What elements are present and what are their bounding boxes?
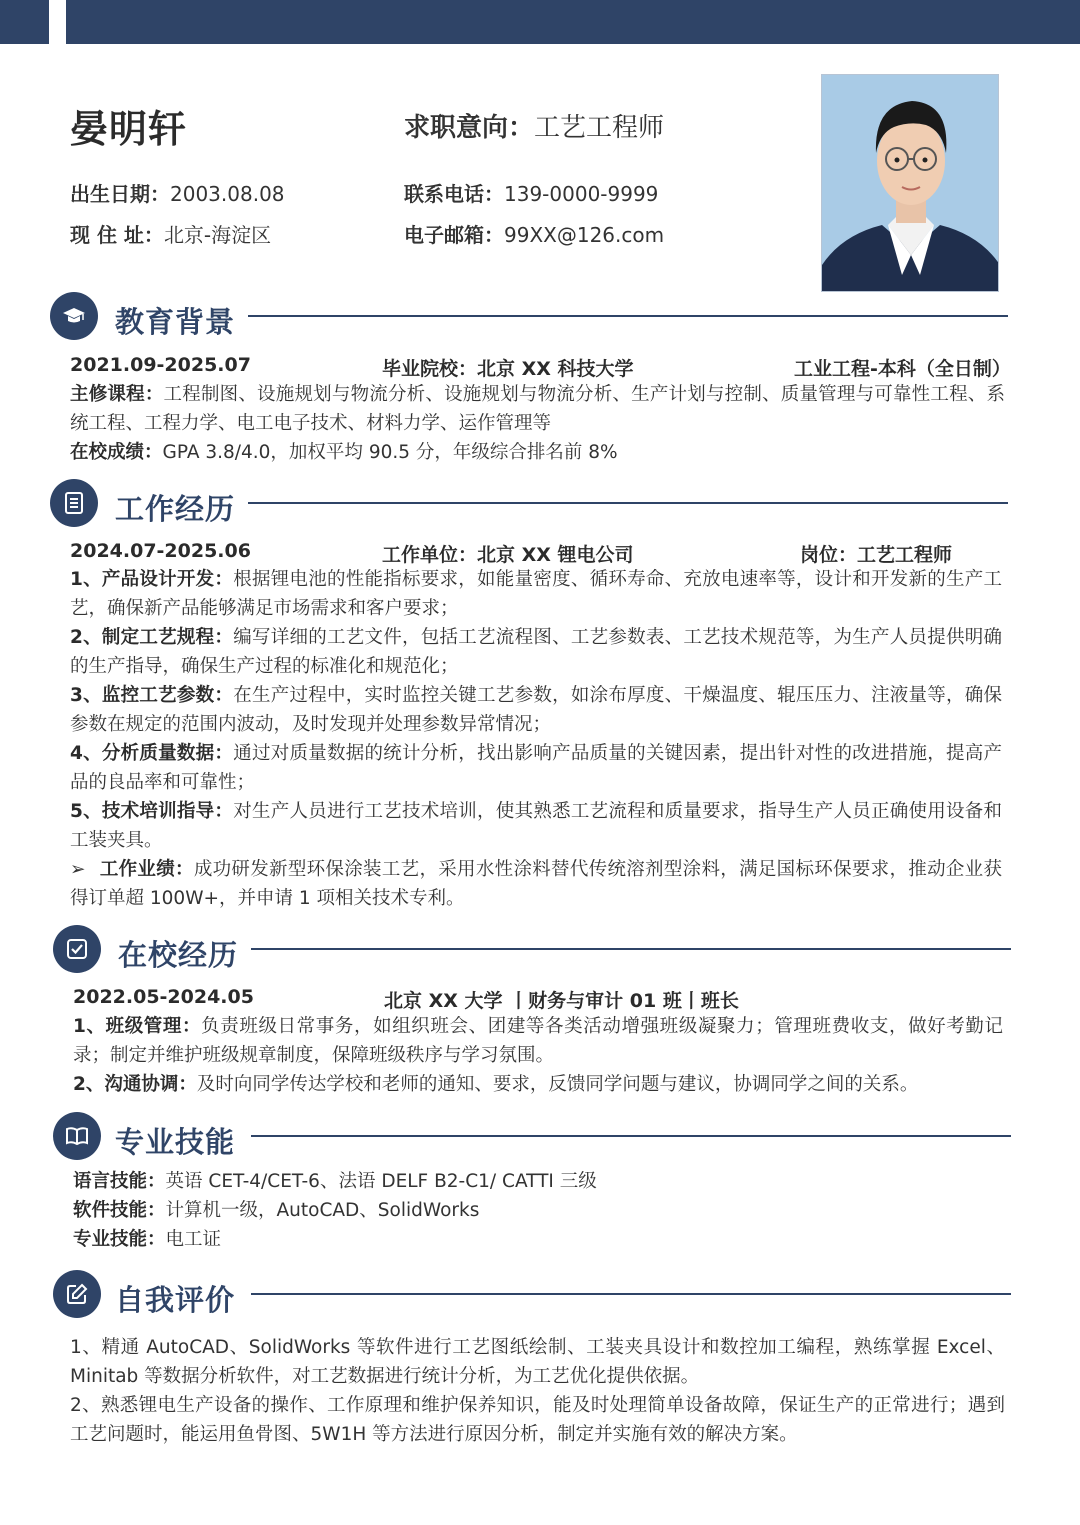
job-intent-value: 工艺工程师 <box>534 113 665 143</box>
job-intent-label: 求职意向： <box>404 113 535 143</box>
achievement-label: 工作业绩： <box>99 859 194 880</box>
top-bar-right <box>66 0 1080 44</box>
work-company: 工作单位：北京 XX 锂电公司 <box>382 544 634 566</box>
education-title: 教育背景 <box>115 305 236 339</box>
pencil-square-icon <box>65 1282 89 1306</box>
skill-label: 软件技能： <box>73 1200 166 1221</box>
skill-text: 英语 CET-4/CET-6、法语 DELF B2-C1/ CATTI 三级 <box>165 1171 597 1192</box>
campus-item-label: 2、沟通协调： <box>73 1074 197 1095</box>
top-bar-left <box>0 0 49 44</box>
birth-date-value: 2003.08.08 <box>170 182 285 206</box>
skills-section-icon <box>53 1112 101 1160</box>
work-position: 岗位：工艺工程师 <box>800 544 953 566</box>
email <box>404 219 664 248</box>
work-item-text: 对生产人员进行工艺技术培训，使其熟悉工艺流程和质量要求，指导生产人员正确使用设备和工装夹具。 <box>70 801 1003 851</box>
work-item <box>70 565 1002 623</box>
work-item-text: 根据锂电池的性能指标要求，如能量密度、循环寿命、充放电速率等，设计和开发新的生产工艺，确保新产品能够满足市场需求和客户要求； <box>70 569 1003 619</box>
work-period: 2024.07-2025.06 <box>70 540 251 562</box>
work-item-text: 编写详细的工艺文件，包括工艺流程图、工艺参数表、工艺技术规范等，为生产人员提供明确的生产指导，确保生产过程的标准化和规范化； <box>70 627 1003 677</box>
skills-divider <box>251 1135 1011 1137</box>
campus-title: 在校经历 <box>118 938 239 972</box>
profile-photo <box>821 74 999 292</box>
education-school: 毕业院校：北京 XX 科技大学 <box>382 358 634 380</box>
address <box>70 219 271 248</box>
job-intent <box>404 107 664 144</box>
campus-item-text: 及时向同学传达学校和老师的通知、要求，反馈同学问题与建议，协调同学之间的关系。 <box>196 1074 919 1095</box>
phone-label: 联系电话： <box>404 182 504 206</box>
campus-item-text: 负责班级日常事务，如组织班会、团建等各类活动增强班级凝聚力；管理班费收支，做好考勤记录；制定并维护班级规章制度，保障班级秩序与学习氛围。 <box>73 1016 1003 1066</box>
email-value: 99XX@126.com <box>504 223 665 247</box>
work-item-label: 3、监控工艺参数： <box>70 685 234 706</box>
self-eval-item: 1、精通 AutoCAD、SolidWorks 等软件进行工艺图纸绘制、工装夹具设计和数控加工编程，熟练掌握 Excel、Minitab 等数据分析软件，对工艺数据进行统计分析，为工艺优化提供依据。 <box>70 1337 1005 1387</box>
edit-check-icon <box>65 937 89 961</box>
skill-item <box>73 1167 597 1196</box>
campus-item-label: 1、班级管理： <box>73 1016 202 1037</box>
campus-item <box>73 1012 1003 1070</box>
skill-label: 语言技能： <box>73 1171 166 1192</box>
portrait-illustration <box>822 75 999 292</box>
open-book-icon <box>65 1124 89 1148</box>
campus-org: 北京 XX 大学 丨财务与审计 01 班丨班长 <box>384 990 739 1012</box>
grades-label: 在校成绩： <box>70 442 163 463</box>
skill-label: 专业技能： <box>73 1229 166 1250</box>
skills-title: 专业技能 <box>115 1125 236 1159</box>
work-item <box>70 623 1002 681</box>
campus-divider <box>251 948 1011 950</box>
skill-item <box>73 1196 479 1225</box>
skill-item <box>73 1225 221 1254</box>
skill-text: 电工证 <box>165 1229 222 1250</box>
work-item <box>70 739 1002 797</box>
work-item <box>70 681 1002 739</box>
address-label: 现 住 址： <box>70 223 164 247</box>
work-section-icon <box>50 479 98 527</box>
work-title: 工作经历 <box>115 492 236 526</box>
achievement-text: 成功研发新型环保涂装工艺，采用水性涂料替代传统溶剂型涂料，满足国标环保要求，推动企业获得订单超 100W+，并申请 1 项相关技术专利。 <box>70 859 1002 909</box>
skill-text: 计算机一级，AutoCAD、SolidWorks <box>165 1200 480 1221</box>
birth-date-label: 出生日期： <box>70 182 170 206</box>
work-item-text: 通过对质量数据的统计分析，找出影响产品质量的关键因素，提出针对性的改进措施，提高产品的良品率和可靠性； <box>70 743 1003 793</box>
courses-value: 工程制图、设施规划与物流分析、设施规划与物流分析、生产计划与控制、质量管理与可靠性工程、系统工程、工程力学、电工电子技术、材料力学、运作管理等 <box>70 384 1005 434</box>
phone-value: 139-0000-9999 <box>504 182 659 206</box>
address-value: 北京-海淀区 <box>163 223 272 247</box>
campus-item <box>73 1070 918 1099</box>
email-label: 电子邮箱： <box>404 223 504 247</box>
self-eval-section-icon <box>53 1270 101 1318</box>
work-item <box>70 797 1002 855</box>
courses-label: 主修课程： <box>70 384 164 405</box>
candidate-name: 晏明轩 <box>70 107 188 151</box>
self-eval-divider <box>251 1293 1011 1295</box>
work-item-text: 在生产过程中，实时监控关键工艺参数，如涂布厚度、干燥温度、辊压压力、注液量等，确保参数在规定的范围内波动，及时发现并处理参数异常情况； <box>70 685 1003 735</box>
campus-period: 2022.05-2024.05 <box>73 986 254 1008</box>
graduation-cap-icon <box>62 304 86 328</box>
work-item-label: 5、技术培训指导： <box>70 801 234 822</box>
work-item-label: 2、制定工艺规程： <box>70 627 234 648</box>
phone <box>404 178 658 207</box>
education-period: 2021.09-2025.07 <box>70 354 251 376</box>
education-courses <box>70 380 1005 438</box>
work-achievement <box>70 855 1002 913</box>
bullet-arrow-icon: ➢ <box>70 859 86 880</box>
work-item-label: 1、产品设计开发： <box>70 569 234 590</box>
work-item-label: 4、分析质量数据： <box>70 743 234 764</box>
work-divider <box>248 502 1008 504</box>
birth-date <box>70 178 285 207</box>
education-major: 工业工程-本科（全日制） <box>794 358 1011 380</box>
education-divider <box>248 315 1008 317</box>
education-grades <box>70 438 618 467</box>
document-list-icon <box>62 491 86 515</box>
grades-value: GPA 3.8/4.0，加权平均 90.5 分，年级综合排名前 8% <box>162 442 618 463</box>
self-eval-title: 自我评价 <box>115 1283 236 1317</box>
self-eval-item: 2、熟悉锂电生产设备的操作、工作原理和维护保养知识，能及时处理简单设备故障，保证生产的正常进行；遇到工艺问题时，能运用鱼骨图、5W1H 等方法进行原因分析，制定并实施有效的解决方案。 <box>70 1395 1005 1445</box>
campus-section-icon <box>53 925 101 973</box>
education-section-icon <box>50 292 98 340</box>
